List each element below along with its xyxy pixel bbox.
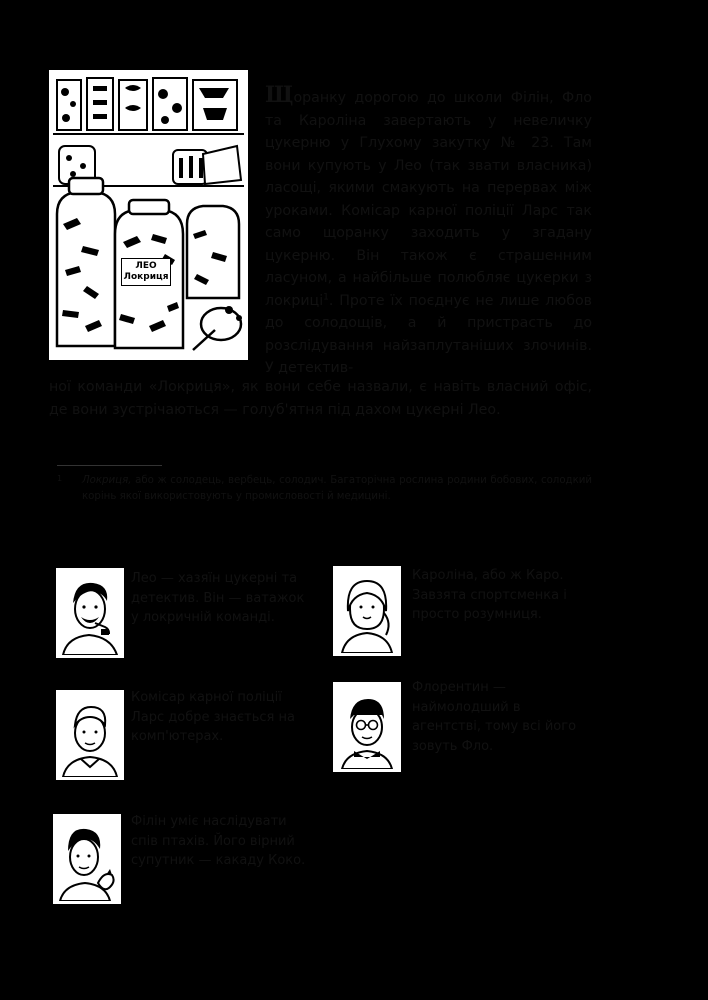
caroline-caption: Кароліна, або ж Каро. Завзята спортсменка і просто розумниця. [412,568,567,622]
jar-label-subtitle: Локриця [123,272,169,282]
dropcap: Щ [265,82,294,108]
footnote-definition: або ж солодець, вербець, солодич. Багаторічна рослина родини бобових, солодкий корінь якої використовують у промисловості й медицині. [82,475,592,502]
jar-label-title: ЛЕО [135,261,157,271]
footnote-reference[interactable]: 1 [323,291,329,302]
intro-text-continued: . Проте їх поєднує не лише любов до солодощів, а й пристрасть до розслідування найзаплутаніших злочинів. У детектив- [265,292,592,376]
intro-text: оранку дорогою до школи Філін, Фло та Кароліна завертають у невеличку цукерню у Глухому закутку № 23. Там вони купують у Лео (так звати власника) ласощі, якими смакують на перервах між уроками. Комісар карної поліції Ларс так само щоранку заходить у згадану цукерню. Він також є страшенним ласуном, а найбільше полюбляє цукерки з локриці [265,90,592,309]
candy-shop-drawing [53,74,244,356]
footnote [57,473,592,505]
footnote-text [82,473,592,505]
caroline-portrait [333,566,401,656]
leo-caption: Лео — хазяїн цукерні та детектив. Він — ватажок у локричній команді. [131,571,305,625]
lars-caption: Комісар карної поліції Ларс добре знається на комп'ютерах. [131,690,295,744]
florentin-portrait [333,682,401,772]
lars-portrait [56,690,124,780]
intro-paragraph [265,84,592,380]
intro-paragraph-end: ної команди «Локриця», як вони себе назвали, є навіть власний офіс, де вони зустрічаються — голуб'ятня під дахом цукерні Лео. [49,379,592,418]
leo-portrait [56,568,124,658]
footnote-number: 1 [57,474,63,483]
footnote-term: Локриця, [82,475,132,486]
florentin-caption: Флорентин — наймолодший в агентстві, тому всі його зовуть Фло. [412,680,577,754]
filin-portrait [53,814,121,904]
jar-label [121,258,171,286]
footnote-divider [57,465,162,466]
filin-caption: Філін уміє наслідувати спів птахів. Його вірний супутник — какаду Коко. [131,814,306,868]
candy-shop-illustration [49,70,248,360]
